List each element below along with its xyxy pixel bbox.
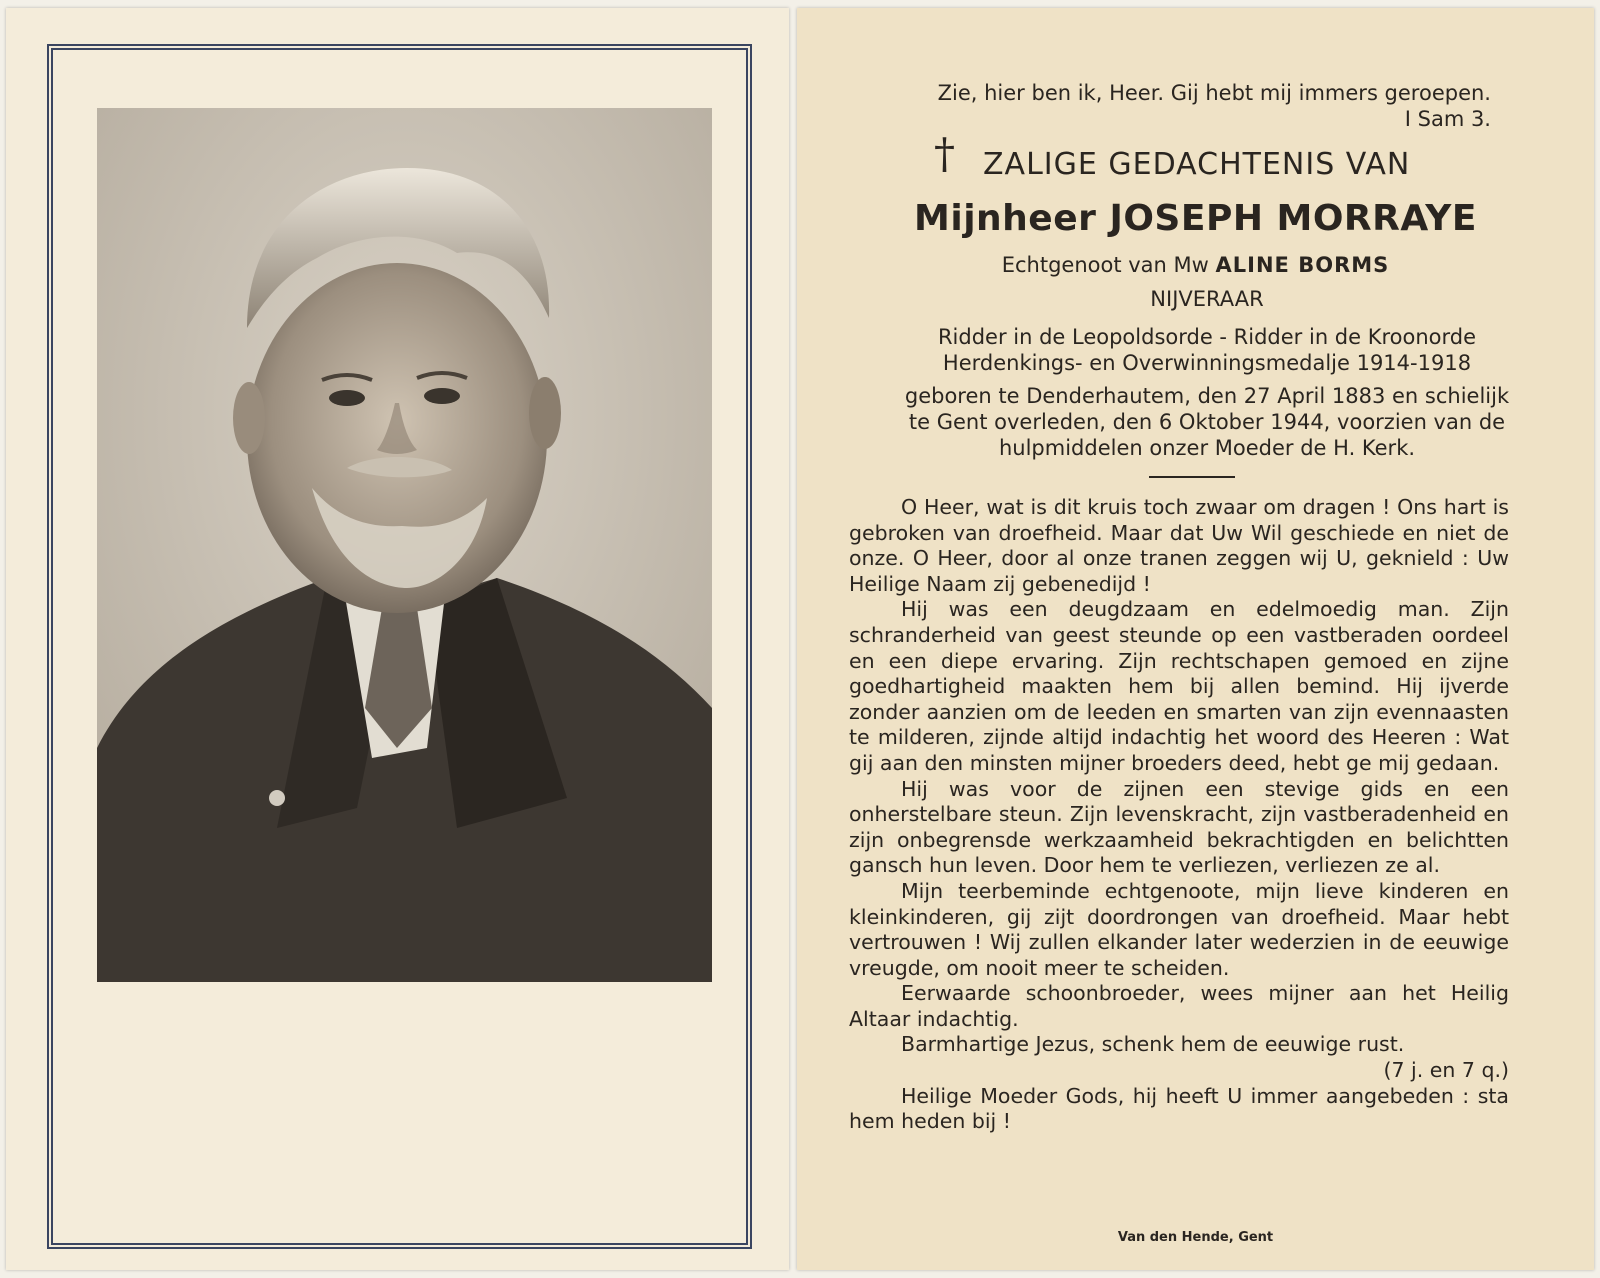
epigraph-reference: I Sam 3.: [1404, 107, 1491, 131]
body-paragraph: Barmhartige Jezus, schenk hem de eeuwige rust.: [901, 1032, 1405, 1057]
indulgence-note: (7 j. en 7 q.): [1383, 1058, 1509, 1083]
printer-credit: Van den Hende, Gent: [1117, 1230, 1274, 1245]
body-paragraph: O Heer, wat is dit kruis toch zwaar om dragen ! Ons hart is gebroken van droefheid. Maar dat Uw Wil geschiede en niet de onze. O Heer, door al onze tranen zeggen wij U, geknield : Uw Heilige Naam zij gebenedijd !: [849, 495, 1509, 596]
honors-line: Ridder in de Leopoldsorde - Ridder in de Kroonorde: [937, 325, 1477, 349]
memorial-heading: ZALIGE GEDACHTENIS VAN: [983, 147, 1411, 182]
portrait-card: [6, 8, 789, 1270]
spouse-line: [797, 253, 1594, 277]
epigraph-quote: Zie, hier ben ik, Heer. Gij hebt mij immers geroepen.: [937, 81, 1491, 105]
body-paragraph: Eerwaarde schoonbroeder, wees mijner aan het Heilig Altaar indachtig.: [849, 981, 1509, 1031]
name-title: Mijnheer: [914, 198, 1097, 239]
final-prayer: Heilige Moeder Gods, hij heeft U immer aangebeden : sta hem heden bij !: [849, 1083, 1509, 1134]
memorial-body: [849, 495, 1509, 1135]
life-line: geboren te Denderhautem, den 27 April 1883 en schielijk: [904, 384, 1510, 408]
name-full: JOSEPH MORRAYE: [1109, 198, 1477, 239]
profession: NIJVERAAR: [1150, 287, 1264, 311]
portrait-photo: [97, 108, 712, 982]
spouse-prefix: Echtgenoot van Mw: [1001, 253, 1209, 277]
divider: [1149, 476, 1235, 478]
body-paragraph: Mijn teerbeminde echtgenoote, mijn lieve kinderen en kleinkinderen, gij zijt doordrongen van droefheid. Maar hebt vertrouwen ! Wij zullen elkander later wederzien in de eeuwige vreugde, om nooit meer te scheiden.: [849, 878, 1509, 980]
cross-icon: †: [934, 129, 955, 178]
spouse-name: ALINE BORMS: [1215, 253, 1390, 277]
honors: [837, 324, 1577, 376]
life-line: te Gent overleden, den 6 Oktober 1944, voorzien van de: [908, 410, 1506, 434]
body-paragraph: Hij was een deugdzaam en edelmoedig man. Zijn schranderheid van geest steunde op een vastberaden oordeel en een diepe ervaring. Zijn rechtschapen gemoed en zijne goedhartigheid maakten hem bij allen bemind. Hij ijverde zonder aanzien om de leeden en smarten van zijn evennaasten te milderen, zijnde altijd indachtig het woord des Heeren : Wat gij aan den minsten mijner broeders deed, hebt ge mij gedaan.: [849, 597, 1509, 775]
honors-line: Herdenkings- en Overwinningsmedalje 1914-1918: [942, 351, 1472, 375]
life-dates: [837, 383, 1577, 461]
memorial-text-card: [797, 8, 1594, 1270]
deceased-name: [797, 198, 1594, 239]
body-paragraph: Hij was voor de zijnen een stevige gids en een onherstelbare steun. Zijn levenskracht, zijn vastberadenheid en zijn onbegrensde werkzaamheid bekrachtigden en belichtten gansch hun leven. Door hem te verliezen, verliezen ze al.: [849, 776, 1509, 878]
portrait-photo-icon: [97, 108, 712, 982]
epigraph: [938, 80, 1491, 132]
life-line: hulpmiddelen onzer Moeder de H. Kerk.: [998, 436, 1416, 460]
